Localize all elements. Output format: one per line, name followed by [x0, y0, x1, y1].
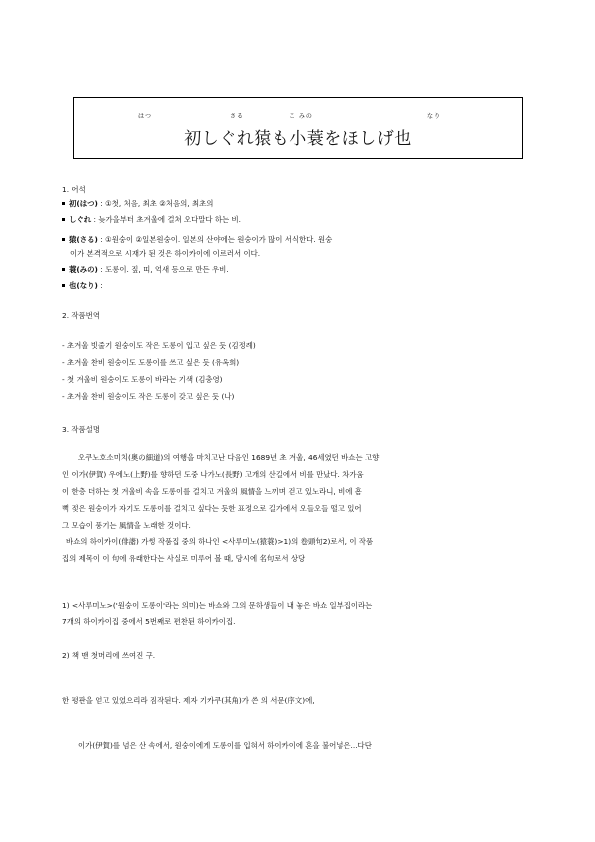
section3-heading: 3. 작품설명: [62, 425, 100, 434]
section2-heading: 2. 작품번역: [62, 311, 100, 320]
bullet-icon: [62, 268, 65, 271]
furigana-nari: なり: [427, 113, 442, 120]
furigana-saru: さる: [230, 113, 245, 120]
gloss-item: 初(はつ) : ①첫, 처음, 최초 ②처음의, 최초의: [62, 199, 213, 209]
gloss-item-continuation: 이가 본격적으로 시재가 된 것은 하이카이에 이르러서 이다.: [70, 249, 261, 258]
footnote-line: 1) <사루미노>('원숭이 도롱이'라는 의미)는 바쇼와 그의 문하생들이 내 놓은 바쇼 일부집이라는: [62, 601, 373, 610]
bullet-icon: [62, 202, 65, 205]
footnote-line: 7개의 하이카이집 중에서 5번째로 편찬된 하이카이집.: [62, 617, 236, 626]
paragraph-line: 그 모습이 풍기는 風情을 노래한 것이다.: [62, 521, 191, 530]
paragraph-line: 바쇼의 하이카이(俳諧) 가썽 작품집 중의 하나인 <사루미노(猿蓑)>1)의 卷頭句2)로서, 이 작품: [66, 537, 374, 546]
translation-line: - 초겨울 찬비 원숭이도 도롱이를 쓰고 싶은 듯 (유옥희): [62, 358, 240, 367]
gloss-item: 蓑(みの) : 도롱이. 짚, 띠, 억새 등으로 만든 우비.: [62, 265, 229, 275]
haiku-title: 初しぐれ猿も小蓑をほしげ也: [184, 129, 412, 149]
bullet-icon: [62, 238, 65, 241]
translation-line: - 초겨울 빗줄기 원숭이도 작은 도롱이 입고 싶은 듯 (김정례): [62, 341, 256, 350]
bullet-icon: [62, 218, 65, 221]
paragraph-line: 이 한층 더하는 첫 겨울비 속을 도롱이를 걸치고 겨울의 風情을 느끼며 걷고 있노라니, 비에 흠: [62, 487, 362, 496]
paragraph-line: 인 이가(伊賀) 우에노(上野)를 향하던 도중 나가노(長野) 고개의 산길에서 비를 만났다. 차가움: [62, 470, 364, 479]
title-box: [73, 97, 523, 159]
continuation-line: 한 평판을 얻고 있었으리라 짐작된다. 제자 기카쿠(其角)가 쓴 의 서문(序文)에,: [62, 696, 315, 705]
furigana-komino: こ みの: [289, 113, 313, 120]
paragraph-line: 집의 제목이 이 句에 유래한다는 사실로 미루어 볼 때, 당시에 名句로서 상당: [62, 554, 306, 563]
gloss-item: 猿(さる) : ①원숭이 ②일본원숭이. 일본의 산야에는 원숭이가 많이 서식한다. 원숭: [62, 235, 332, 245]
furigana-hatsu: はつ: [138, 113, 153, 120]
paragraph-line: 오쿠노호소미치(奥の細道)의 여행을 마치고난 다음인 1689년 초 겨울, 46세였던 바쇼는 고향: [78, 453, 380, 462]
gloss-item: 也(なり) :: [62, 281, 103, 291]
gloss-item: しぐれ : 늦가을부터 초겨울에 걸쳐 오다말다 하는 비.: [62, 215, 241, 225]
bullet-icon: [62, 284, 65, 287]
continuation-line: 이가(伊賀)를 넘은 산 속에서, 원숭이에게 도롱이를 입혀서 하이카이에 혼을 불어넣은...다단: [78, 741, 372, 750]
paragraph-line: 뻑 젖은 원숭이가 자기도 도롱이를 걸치고 싶다는 듯한 표정으로 길가에서 오들오들 떨고 있어: [62, 504, 362, 513]
section1-heading: 1. 어석: [62, 185, 86, 194]
footnote-line: 2) 책 맨 첫머리에 쓰여진 구.: [62, 651, 156, 660]
translation-line: - 첫 겨울비 원숭이도 도롱이 바라는 기색 (김충영): [62, 375, 223, 384]
translation-line: - 초겨울 찬비 원숭이도 작은 도롱이 갖고 싶은 듯 (나): [62, 392, 235, 401]
